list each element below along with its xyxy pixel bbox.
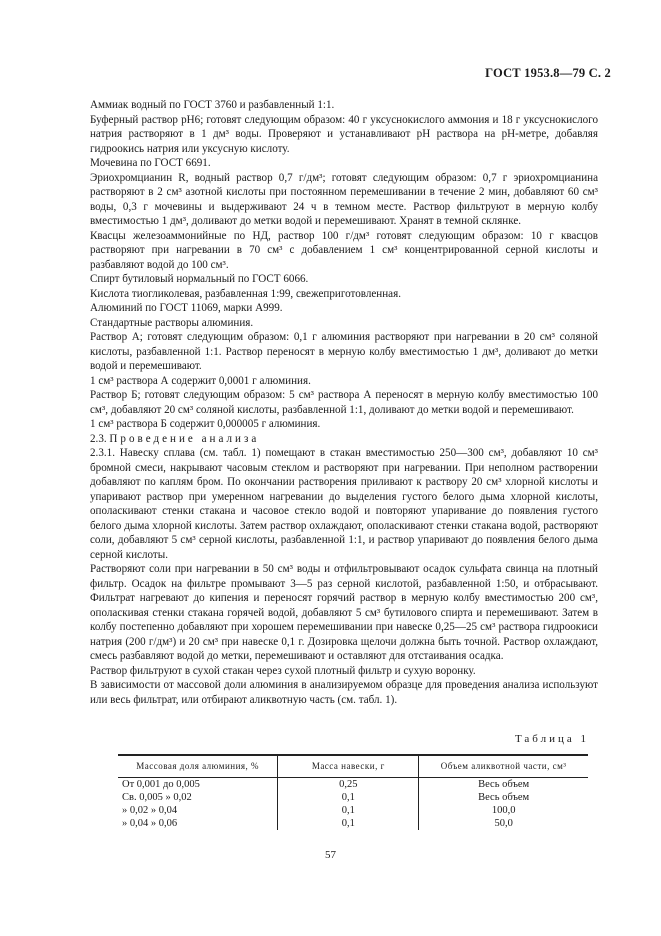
page-number: 57	[325, 849, 336, 861]
table-row	[118, 804, 588, 817]
paragraph: 1 см³ раствора А содержит 0,0001 г алюминия.	[90, 374, 311, 387]
paragraph: Растворяют соли при нагревании в 50 см³ воды и отфильтровывают осадок сульфата свинца на плотный фильтр. Осадок на фильтре промывают 3—5 раз серной кислотой, разбавленной 1:50, и отбрасывают. Фильтрат нагревают до кипения и переносят горячий раствор в мерную колбу вместимостью 200 см³, ополаскивая стенки стакана горячей водой, добавляют 5 см³ бутилового спирта и перемешивают. Затем в колбу постепенно добавляют при хорошем перемешивании при навеске 0,25—25 см³ раствора гидроокиси натрия (200 г/дм³) и 20 см³ при навеске 0,1 г. Дозировка щелочи должна быть точной. Раствор охлаждают, смесь разбавляют водой до метки, перемешивают и оставляют для отстаивания осадка.	[90, 563, 598, 662]
table-row	[118, 817, 588, 830]
paragraph: 1 см³ раствора Б содержит 0,000005 г алюминия.	[90, 418, 321, 430]
table-cell: Весь объем	[419, 778, 588, 792]
paragraph: Мочевина по ГОСТ 6691.	[90, 157, 211, 169]
paragraph: Алюминий по ГОСТ 11069, марки А999.	[90, 302, 283, 314]
document-header: ГОСТ 1953.8—79 С. 2	[485, 66, 611, 80]
section-number: 2.3.	[90, 432, 107, 445]
paragraph: Раствор А; готовят следующим образом: 0,1 г алюминия растворяют при нагревании в 20 см³ соляной кислоты, разбавленной 1:1. Раствор переносят в мерную колбу вместимостью 1 дм³, доливают до метки водой и перемешивают.	[90, 331, 598, 372]
paragraph: Стандартные растворы алюминия.	[90, 316, 254, 329]
paragraph: Спирт бутиловый нормальный по ГОСТ 6066.	[90, 273, 309, 285]
paragraph: Буферный раствор рН6; готовят следующим образом: 40 г уксуснокислого аммония и 18 г уксуснокислого натрия растворяют в 1 дм³ воды. Проверяют и устанавливают рН раствора на рН-метре, добавляя гидроокись натрия или уксусную кислоту.	[90, 113, 598, 155]
paragraph: Раствор Б; готовят следующим образом: 5 см³ раствора А переносят в мерную колбу вместимостью 100 см³, добавляют 20 см³ соляной кислоты, разбавленной 1:1, доливают до метки водой и перемешивают.	[90, 389, 598, 416]
table-cell: 0,25	[278, 778, 419, 792]
table-cell: 0,1	[278, 817, 419, 830]
paragraph: Аммиак водный по ГОСТ 3760 и разбавленный 1:1.	[90, 99, 335, 111]
table-row	[118, 791, 588, 804]
table-cell: » 0,04 » 0,06	[122, 818, 178, 829]
paragraph: 2.3.1. Навеску сплава (см. табл. 1) помещают в стакан вместимостью 250—300 см³, добавляют 10 см³ бромной смеси, накрывают часовым стеклом и растворяют при нагревании. При неполном растворении добавляют по каплям бром. По окончании растворения приливают к раствору 20 см³ хлорной кислоты и упаривают раствор при умеренном нагревании до выделения густого белого дыма хлорной кислоты, ополаскивают стенки стакана и часовое стекло водой и повторяют упаривание до появления густого белого дыма хлорной кислоты. Затем раствор охлаждают, ополаскивают стенки стакана водой, растворяют соли, добавляют 5 см³ серной кислоты, разбавленной 1:1, и раствор упаривают до появления белого дыма серной кислоты.	[90, 447, 598, 561]
paragraph: Раствор фильтруют в сухой стакан через сухой плотный фильтр и сухую воронку.	[90, 664, 476, 677]
table-title: Таблица 1	[514, 733, 589, 745]
paragraph: Кислота тиогликолевая, разбавленная 1:99, свежеприготовленная.	[90, 287, 401, 300]
column-header: Объем аликвотной части, см³	[419, 755, 588, 778]
table-cell: 100,0	[419, 804, 588, 817]
paragraph: В зависимости от массовой доли алюминия в анализируемом образце для проведения анализа используют или весь фильтрат, или отбирают аликвотную часть (см. табл. 1).	[90, 679, 598, 706]
table-cell: 0,1	[278, 804, 419, 817]
table-header-row	[118, 755, 588, 778]
table-cell: От 0,001 до 0,005	[122, 779, 200, 790]
section-heading	[90, 432, 598, 447]
column-header: Масса навески, г	[278, 755, 419, 778]
paragraph: Квасцы железоаммонийные по НД, раствор 100 г/дм³ готовят следующим образом: 10 г квасцов растворяют при нагревании в 70 см³ с добавлением 1 см³ концентрированной серной кислоты и разбавляют водой до 100 см³.	[90, 229, 598, 271]
table-cell: Весь объем	[419, 791, 588, 804]
table-cell: 50,0	[419, 817, 588, 830]
document-body	[90, 98, 598, 707]
paragraph: Эриохромцианин R, водный раствор 0,7 г/дм³; готовят следующим образом: 0,7 г эриохромцианина растворяют в 2 см³ азотной кислоты при постоянном перемешивании в течение 2 мин, добавляют 60 см³ воды, 0,3 г мочевины и выдерживают 24 ч в темном месте. Раствор фильтруют в мерную колбу вместимостью 1 дм³, доливают до метки водой и перемешивают. Хранят в темной склянке.	[90, 171, 598, 227]
table-cell: Св. 0,005 » 0,02	[122, 792, 192, 803]
data-table	[118, 754, 588, 830]
table-row	[118, 778, 588, 792]
section-title: Проведение анализа	[109, 432, 260, 445]
table-cell: » 0,02 » 0,04	[122, 805, 178, 816]
column-header: Массовая доля алюминия, %	[118, 755, 278, 778]
table-cell: 0,1	[278, 791, 419, 804]
